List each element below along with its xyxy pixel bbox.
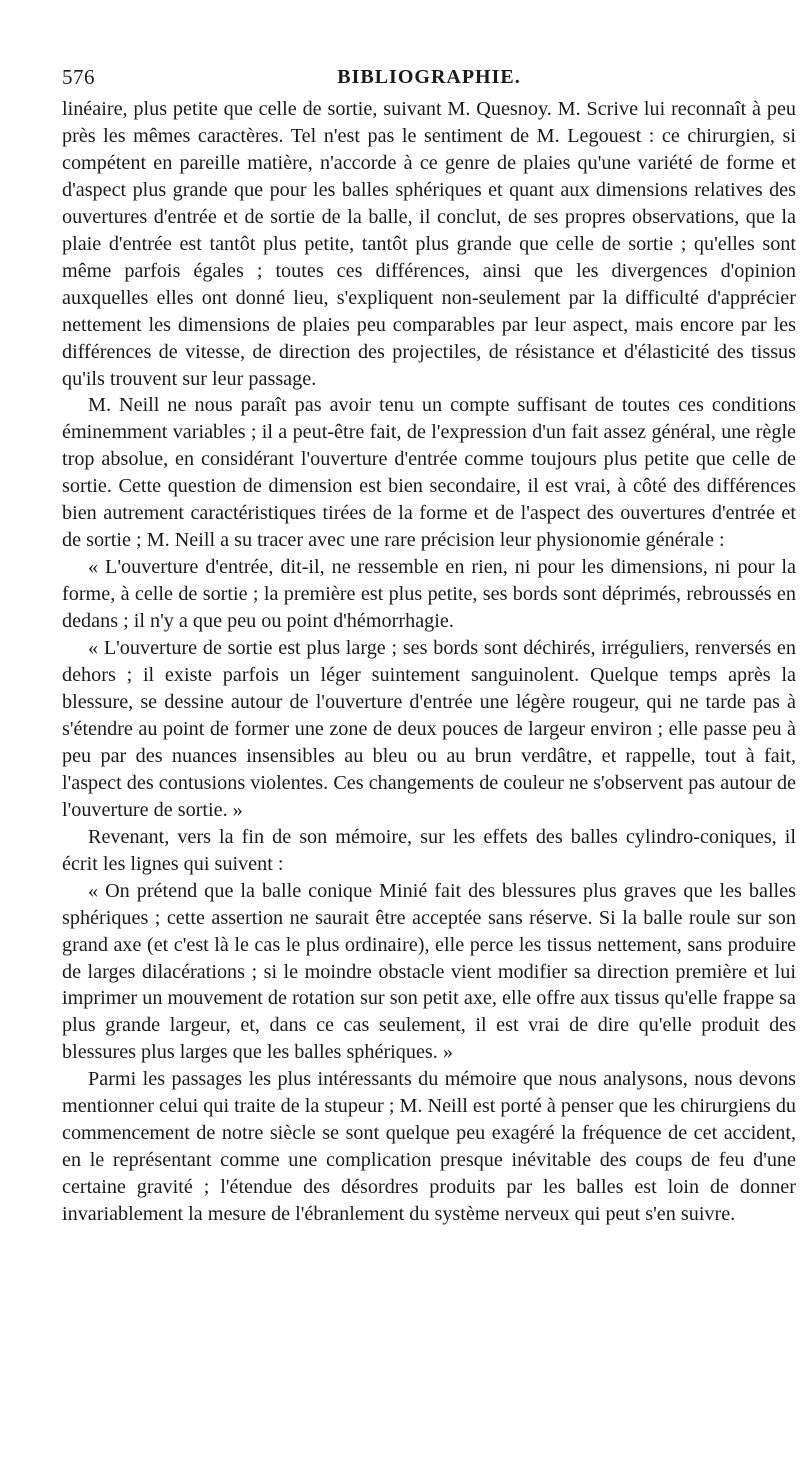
running-title: BIBLIOGRAPHIE. — [337, 66, 521, 88]
page-number: 576 — [62, 65, 95, 89]
book-page — [62, 60, 796, 1228]
paragraph: Parmi les passages les plus intéressants du mémoire que nous analysons, nous devons mentionner celui qui traite de la stupeur ; M. Neill est porté à penser que les chirurgiens du commencement de notre siècle se sont quelque peu exagéré la fréquence de cet accident, en le représentant comme une complication presque inévitable des coups de feu d'une certaine gravité ; l'étendue des désordres produits par les balles est loin de donner invariablement la mesure de l'ébranlement du système nerveux qui peut s'en suivre. — [62, 1068, 797, 1226]
paragraph: Revenant, vers la fin de son mémoire, sur les effets des balles cylindro-coniques, il écrit les lignes qui suivent : — [62, 825, 796, 875]
quoted-paragraph: « L'ouverture d'entrée, dit-il, ne ressemble en rien, ni pour les dimensions, ni pour la forme, à celle de sortie ; la première est plus petite, ses bords sont déprimés, rebroussés en dedans ; il n'y a que peu ou point d'hémorrhagie. — [62, 556, 796, 633]
paragraph: linéaire, plus petite que celle de sortie, suivant M. Quesnoy. M. Scrive lui reconnaît à peu près les mêmes caractères. Tel n'est pas le sentiment de M. Legouest : ce chirurgien, si compétent en pareille matière, n'accorde à ce genre de plaies qu'une variété de forme et d'aspect plus grande que pour les balles sphériques et quant aux dimensions relatives des ouvertures d'entrée et de sortie de la balle, il conclut, de ses propres observations, que la plaie d'entrée est tantôt plus petite, tantôt plus grande que celle de sortie ; qu'elles sont même parfois égales ; toutes ces différences, ainsi que les divergences d'opinion auxquelles elles ont donné lieu, s'expliquent non-seulement par la difficulté d'apprécier nettement les dimensions de plaies peu comparables par leur aspect, mais encore par les différences de vitesse, de direction des projectiles, de résistance et d'élasticité des tissus qu'ils trouvent sur leur passage. — [62, 98, 796, 390]
quoted-paragraph: « L'ouverture de sortie est plus large ; ses bords sont déchirés, irréguliers, renversés en dehors ; il existe parfois un léger suintement sanguinolent. Quelque temps après la blessure, se dessine autour de l'ouverture d'entrée une légère rougeur, qui ne tarde pas à s'étendre au point de former une zone de deux pouces de largeur environ ; elle passe peu à peu par des nuances insensibles au bleu ou au brun verdâtre, et rappelle, tout à fait, l'aspect des contusions violentes. Ces changements de couleur ne s'observent pas autour de l'ouverture de sortie. » — [62, 637, 796, 821]
quoted-paragraph: « On prétend que la balle conique Minié fait des blessures plus graves que les balles sphériques ; cette assertion ne saurait être acceptée sans réserve. Si la balle roule sur son grand axe (et c'est là le cas le plus ordinaire), elle perce les tissus nettement, sans produire de larges dilacérations ; si le moindre obstacle vient modifier sa direction première et lui imprimer un mouvement de rotation sur son petit axe, elle offre aux tissus qu'elle frappe sa plus grande largeur, et, dans ce cas seulement, il est vrai de dire qu'elle produit des blessures plus larges que les balles sphériques. » — [62, 879, 796, 1064]
body-text — [62, 96, 796, 1228]
running-head — [62, 60, 796, 94]
paragraph: M. Neill ne nous paraît pas avoir tenu un compte suffisant de toutes ces conditions éminemment variables ; il a peut-être fait, de l'expression d'un fait assez général, une règle trop absolue, en considérant l'ouverture d'entrée comme toujours plus petite que celle de sortie. Cette question de dimension est bien secondaire, il est vrai, à côté des différences bien autrement caractéristiques tirées de la forme et de l'aspect des ouvertures d'entrée et de sortie ; M. Neill a su tracer avec une rare précision leur physionomie générale : — [62, 394, 796, 552]
